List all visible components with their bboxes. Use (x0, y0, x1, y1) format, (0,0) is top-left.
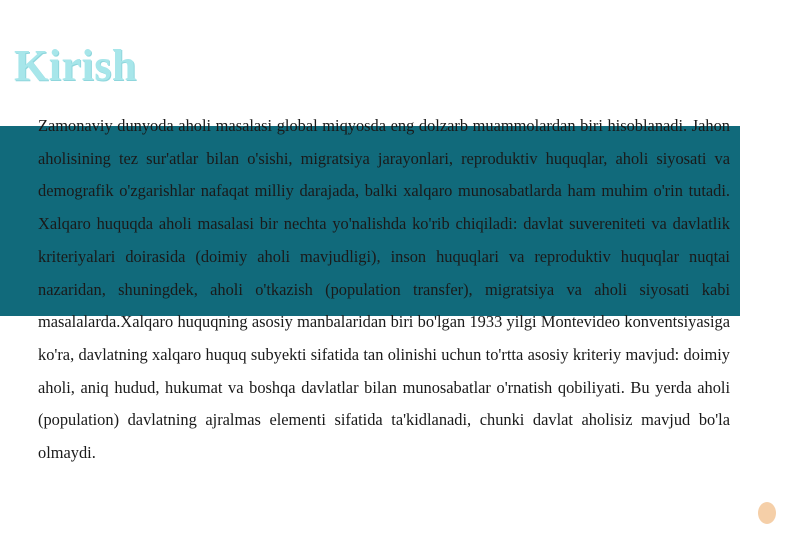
decorative-dot (758, 502, 776, 524)
slide-body-text: Zamonaviy dunyoda aholi masalasi global miqyosda eng dolzarb muammolardan biri hisoblanadi. Jahon aholisining tez sur'atlar bilan o'sishi, migratsiya jarayonlari, reproduktiv huquqlar, aholi siyosati va demografik o'zgarishlar nafaqat milliy darajada, balki xalqaro munosabatlarda ham muhim o'rin tutadi. Xalqaro huquqda aholi masalasi bir nechta yo'nalishda ko'rib chiqiladi: davlat suvereniteti va davlatlik kriteriyalari doirasida (doimiy aholi mavjudligi), inson huquqlari va reproduktiv huquqlar nuqtai nazaridan, shuningdek, aholi o'tkazish (population transfer), migratsiya va aholi siyosati kabi masalalarda.Xalqaro huquqning asosiy manbalaridan biri bo'lgan 1933 yilgi Montevideo konventsiyasiga ko'ra, davlatning xalqaro huquq subyekti sifatida tan olinishi uchun to'rtta asosiy kriteriy mavjud: doimiy aholi, aniq hudud, hukumat va boshqa davlatlar bilan munosabatlar o'rnatish qobiliyati. Bu yerda aholi (population) davlatning ajralmas elementi sifatida ta'kidlanadi, chunki davlat aholisiz mavjud bo'la olmaydi. (38, 116, 730, 463)
slide-title: Kirish (14, 41, 137, 90)
